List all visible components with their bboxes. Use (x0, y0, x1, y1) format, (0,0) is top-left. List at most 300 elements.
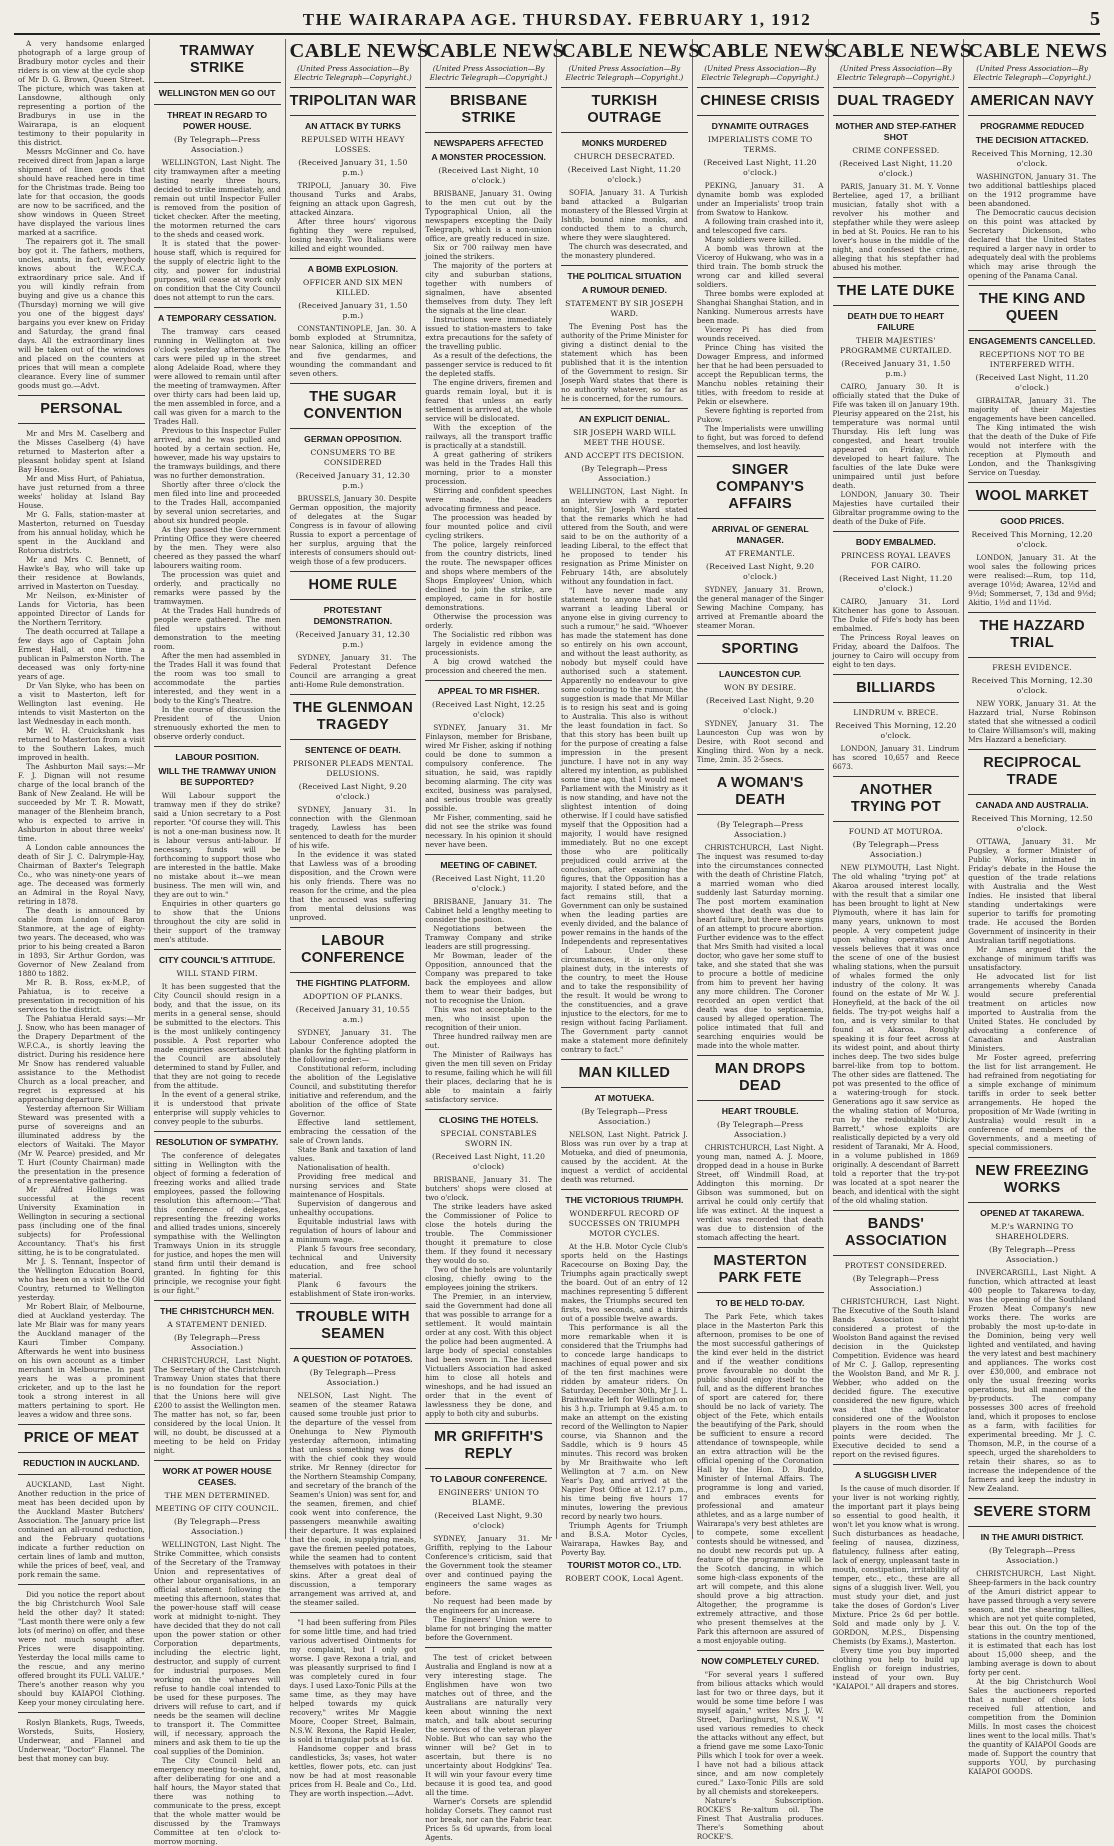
article-paragraph: Mr J. S. Tennant, Inspector of the Wellington Education Board, who has been on a visit to the Old Country, returned to Wellington yesterday. (18, 1257, 145, 1302)
divider (697, 1650, 824, 1651)
news-column (693, 39, 836, 1841)
article-paragraph: Severe fighting is reported from Pukow. (696, 406, 824, 424)
divider (425, 1468, 552, 1469)
subheadline: NOW COMPLETELY CURED. (701, 1656, 820, 1666)
article-paragraph: Nationalisation of health. (297, 1163, 391, 1172)
divider (561, 87, 688, 88)
divider (697, 1100, 824, 1101)
dateline: AND ACCEPT ITS DECISION. (564, 451, 685, 460)
dateline: LINDRUM v. BRECE. (853, 708, 939, 717)
divider (154, 307, 281, 308)
divider (561, 1189, 688, 1190)
article-paragraph: It has been suggested that the City Council should resign in a body, and that the issue, on its merits in a general sense, should be submitted to the electors. This is the most unlikely contingency possible. A Post reporter who made enquiries ascertained that the Council are absolutely determined to stand by Fuller, and that they are not going to recede from the attitude. (153, 982, 281, 1090)
article-paragraph: Mr Neilson, ex-Minister of Lands for Victoria, has been appointed Director of Lands for the Northern Territory. (18, 591, 145, 627)
subheadline: DEATH DUE TO HEART FAILURE (847, 311, 945, 332)
article-paragraph: The majority of the porters at city and suburban stations, together with numbers of signalmen, have absented themselves from duty. They left the signals at the line clear. (425, 261, 552, 315)
dateline: (Received January 31, 10.55 a.m.) (295, 1005, 410, 1024)
headline: MR GRIFFITH'S REPLY (434, 1429, 544, 1462)
news-column (829, 39, 972, 1691)
article-paragraph: TRIPOLI, January 30. Five thousand Turks and Arabs, feigning an attack upon Gagresh, attacked Ainzara. (289, 181, 417, 217)
article-paragraph: SYDNEY, January 31. Mr Finlayson, member for Brisbane, wired Mr Fisher, asking if nothing could be done to summon a compulsory conference. The situation, he said, was rapidly becoming alarming. The city was excited, business was paralysed, and serious trouble was greatly possible. (425, 723, 552, 813)
divider (697, 1292, 824, 1293)
dateline: (Received Last Night, 11.20 o'clock.) (975, 373, 1089, 392)
dateline: (By Telegraph—Press Association.) (988, 1546, 1076, 1565)
article-paragraph: Triumph Agents for Triumph and B.S.A. Motor Cycles, Wairarapa, Hawkes Bay, and Poverty Bay. (561, 1521, 688, 1557)
article-paragraph: Mr Ames argued that the exchange of minimum tariffs was unsatisfactory. (968, 945, 1096, 972)
article-paragraph: "I had been suffering from Piles for some little time, and had tried various advertised Ointments for my complaint, but I only got worse. I gave Rexona a trial, and was pleasantly surprised to find I was completely cured in four days. I used Laxo-Tonic Pills at the same time, as they may have helped towards my quick recovery," writes Mr Maggie Moore, Cooper Street, Balmain, N.S.W. Rexona, the Rapid Healer, is sold in triangular pots at 1s 6d. (289, 1618, 417, 1744)
subheadline: THE FIGHTING PLATFORM. (296, 978, 410, 988)
divider (561, 1087, 688, 1088)
divider (561, 265, 688, 266)
subheadline: THE CHRISTCHURCH MEN. (160, 1306, 275, 1316)
article-paragraph: CHRISTCHURCH, Last Night. A young man, named A. J. Moore, dropped dead in a house in Burke Street, off Windmill Road, at Addington this morning. Dr Gibson was summoned, but on arrival he could only certify that life was extinct. At the inquest a verdict was recorded that death was due to distension of the stomach affecting the heart. (696, 1143, 824, 1242)
article-paragraph: LONDON, January 30. Their Majesties have curtailed their Gibraltar programme owing to the death of the Duke of Fife. (832, 490, 960, 526)
article-paragraph: WELLINGTON, Last Night. The Strike Committee, which consists of the Secretary of the Tramway Union and representatives of other labour organisations, in an official statement following the meeting this afternoon, states that the power-house staff will cease work at midnight to-night. They have decided that they do not call upon the power station or other Corporation departments, including the electric light, destructor, and supply of current for industrial purposes. Men working on the wharves will refuse to handle coal intended to be used for these purposes. The drivers will refuse to cart, and if needs be the seamen will decline to transport it. The Committee will, if necessary, approach the miners and ask them to tie up the coal supplies of the Dominion. (153, 1540, 281, 1756)
article-paragraph: WELLINGTON, Last Night. The city tramwaymen after a meeting lasting nearly three hours, decided to strike immediately, and remain out until Inspector Fuller is removed from the position of ticket checker. After the meeting, the motormen returned the cars to the sheds and ceased work. (153, 158, 281, 239)
article-paragraph: The Socialistic red ribbon was largely in evidence among the processionists. (425, 630, 552, 657)
subheadline: A TEMPORARY CESSATION. (157, 313, 277, 323)
news-column (557, 39, 701, 1583)
dateline: (Received Last Night, 12.25 o'clock) (432, 700, 546, 719)
article-paragraph: No request had been made by the engineers for an increase. (425, 1597, 552, 1615)
article-paragraph: After three hours' vigorous fighting they were repulsed, losing heavily. Two Italians were killed and eight wounded. (289, 217, 417, 253)
article-paragraph: SOFIA, January 31. A Turkish band attacked a Bulgarian monastery of the Blessed Virgin at Ishtib, bound nine monks, and conducted them to a church, where they were slaughtered. (561, 188, 688, 242)
dateline: (By Telegraph—Press Association.) (852, 840, 940, 859)
divider (290, 115, 417, 116)
headline: TROUBLE WITH SEAMEN (296, 1309, 410, 1342)
article-paragraph: Handsome copper and brass candlesticks, 3s; vases, hot water kettles, flower pots, etc. can just now be had at most reasonable prices from H. Beale and Co., Ltd. They are worth inspection.—Advt. (289, 1744, 417, 1798)
article-paragraph: SYDNEY, January 31. Mr Griffith, replying to the Labour Conference's criticism, said that the Government took the steamer over and continued paying the engineers the same wages as before. (425, 1534, 552, 1597)
subheadline: PROTESTANT DEMONSTRATION. (313, 605, 393, 626)
dateline: CHURCH DESECRATED. (573, 152, 675, 161)
divider (697, 814, 824, 815)
divider (425, 1647, 552, 1648)
divider (561, 408, 688, 409)
article-paragraph: Mr R. B. Ross, ex-M.P., of Pahiatua, is to receive a presentation in recognition of his services to the district. (18, 978, 145, 1014)
dateline: PROTEST CONSIDERED. (844, 1261, 947, 1270)
article-paragraph: The Imperialists were unwilling to fight, but was forced to defend themselves, and lost heavily. (696, 424, 824, 451)
dateline: THE MEN DETERMINED. (164, 1491, 270, 1500)
divider (968, 285, 1096, 286)
headline: THE GLENMOAN TRAGEDY (292, 700, 413, 733)
article-paragraph: CHRISTCHURCH, Last Night. The Executive of the South Island Bands Association to-night considered a protest of the Woolston Band against the revised decision in the Quickstep Competition. Evidence was heard of Mr C. J. Gallop, representing the Woolston Band, and Mr R. J. Webber, who added on the decided figure. The executive considered the new figure, which was that the adjudicator considered one of the Woolston players in the room when the points were decided. The Executive decided to send a report on the revised figures. (832, 1297, 960, 1459)
divider (290, 927, 417, 928)
article-paragraph: SYDNEY, January 31. The Federal Protestant Defence Council are arranging a great anti-Home Rule demonstration. (289, 653, 417, 689)
article-paragraph: Supervision of dangerous and unhealthy occupations. (289, 1199, 417, 1217)
article-paragraph: AUCKLAND, Last Night. Another reduction in the price of meat has been decided upon by the Auckland Master Butchers' Association. The January price list contained an all-round reduction, and the February quotations indicate a further reduction on certain lines of lamb and mutton, while the prices of beef, veal, and pork remain the same. (18, 1480, 145, 1579)
article-paragraph: Plank 5 favours free secondary, technical and University education, and free school material. (289, 1244, 417, 1280)
dateline: ENGINEERS' UNION TO BLAME. (438, 1488, 540, 1507)
divider (290, 739, 417, 740)
headline: THE LATE DUKE (837, 283, 955, 299)
subheadline: ARRIVAL OF GENERAL MANAGER. (711, 524, 809, 545)
article-paragraph: Mr Bowman, leader of the Opposition, announced that the Company was prepared to take back the employees and allow them to wear their badges, but not to recognise the Union. (425, 951, 552, 1005)
article-paragraph: In the evidence it was stated that Lawless was of a brooding disposition, and the Crown were his only friends. There was no reason for the crime, and the plea that the accused was suffering from mental delusions was unproved. (289, 850, 417, 922)
dateline: Received This Morning, 12.20 o'clock. (835, 721, 957, 740)
dateline: AT FREMANTLE. (725, 549, 795, 558)
divider (154, 1460, 281, 1461)
divider (290, 972, 417, 973)
article-paragraph: The Pahiatua Herald says:—Mr J. Snow, who has been manager of the Drapery Department of the W.F.C.A., is shortly leaving the district. During his residence here Mr Snow has rendered valuable assistance to the Methodist Church as a local preacher, and regret is expressed at his approaching departure. (18, 1014, 145, 1104)
article-paragraph: Two of the hotels are voluntarily closing, chiefly owing to the employees joining the strikers. (425, 1265, 552, 1292)
dateline: ADOPTION OF PLANKS. (303, 992, 403, 1001)
subheadline: HEART TROUBLE. (721, 1106, 799, 1116)
subheadline: TOURIST MOTOR CO., LTD. (567, 1560, 682, 1570)
article-paragraph: After the men had assembled in the Trades Hall it was found that the room was too small to accommodate the parties interested, and they went in a body to the King's Theatre. (153, 651, 281, 705)
divider (833, 531, 960, 532)
subheadline: REDUCTION IN AUCKLAND. (23, 1458, 140, 1468)
newspaper-title: THE WAIRARAPA AGE. THURSDAY. FEBRUARY 1, 1912 (302, 10, 812, 29)
subheadline: A BOMB EXPLOSION. (307, 264, 399, 274)
dateline: (Received Last Night, 9.30 o'clock) (434, 1511, 543, 1530)
press-credit: (United Press Association—By Electric Telegraph—Copyright.) (294, 64, 412, 82)
article-paragraph: Every time you buy imported clothing you help to build up English or foreign industries, instead of your own. Buy "KAIAPOI." All drapers and stores. (832, 1646, 960, 1691)
article-paragraph: Mr and Miss Hurt, of Pahiatua, have just returned from a three weeks' holiday at Island Bay House. (18, 474, 145, 510)
dateline: (Received Last Night, 11.20 o'clock) (432, 1152, 546, 1171)
divider (290, 258, 417, 259)
headline: SPORTING (721, 641, 799, 657)
divider (697, 635, 824, 636)
dateline: (By Telegraph—Press Association.) (988, 1245, 1076, 1264)
headline: TRAMWAY STRIKE (179, 43, 255, 76)
divider (697, 769, 824, 770)
article-paragraph: Mr G. Falls, station-master at Masterton, returned on Tuesday from his annual holiday, which he spent in the Auckland and Rotorua districts. (18, 510, 145, 555)
article-paragraph: A very handsome enlarged photograph of a large group of Bradbury motor cycles and their riders is on view at the cycle shop of Mr D. G. Brown, Queen Street. The picture, which was taken at Lansdowne, although only representing a portion of the Bradburys in use in the Wairarapa, is an eloquent testimony to their popularity in this district. (18, 39, 145, 147)
divider (290, 694, 417, 695)
subheadline: THREAT IN REGARD TO POWER HOUSE. (167, 110, 268, 131)
dateline: (By Telegraph—Press Association.) (716, 820, 804, 839)
headline: AMERICAN NAVY (970, 93, 1095, 109)
headline: MAN KILLED (578, 1065, 671, 1081)
headline: SEVERE STORM (973, 1504, 1091, 1520)
article-paragraph: The death is announced by cable from London of Baron Stanmore, at the age of eighty-two years. The deceased, who was prior to his being created a Baron in 1893, Sir Arthur Gordon, was Governor of New Zealand from 1880 to 1882. (18, 906, 145, 978)
article-paragraph: WELLINGTON, Last Night. In an interview with a reporter tonight, Sir Joseph Ward stated that the remarks which he had uttered from the South, and were said to be on the authority of a leading Liberal, to the effect that he proposed to tender his resignation as Prime Minister on February 14th, are absolutely without any foundation in fact. (561, 487, 688, 586)
article-paragraph: At the H.B. Motor Cycle Club's sports held on the Hastings Racecourse on Boxing Day, the Triumphs again practically swept the board. Out of an entry of 12 machines representing 5 different makes, the Triumphs secured ten firsts, two seconds, and a thirds out of a possible twelve awards. (561, 1242, 688, 1323)
subheadline: ENGAGEMENTS CANCELLED. (968, 336, 1096, 346)
divider (697, 87, 824, 88)
divider (18, 395, 145, 396)
divider (425, 87, 552, 88)
divider (154, 746, 281, 747)
article-paragraph: Plank 6 favours the establishment of State iron-works. (289, 1280, 417, 1298)
article-paragraph: Instructions were immediately issued to station-masters to take extra precautions for the safety of the travelling public. (425, 315, 552, 351)
article-paragraph: At the big Christchurch Wool Sales the auctioneers reported that a number of choice lots received full attention, and competition from the Dominion Mills. In most cases the choicest lines went to the local mills. That's the quantity of KAIAPOI Goods are made of. Support the country that supports YOU, by purchasing KAIAPOI GOODS. (968, 1677, 1096, 1776)
press-credit: (United Press Association—By Electric Telegraph—Copyright.) (837, 64, 955, 82)
dateline: (By Telegraph—Press Association.) (309, 1368, 397, 1387)
dateline: (Received January 31, 1.50 p.m.) (298, 301, 408, 320)
article-paragraph: Otherwise the procession was orderly. (425, 612, 552, 630)
dateline: ROBERT COOK, Local Agent. (565, 1574, 684, 1583)
divider (290, 1348, 417, 1349)
article-paragraph: GIBRALTAR, January 31. The majority of their Majesties engagements have been cancelled. (968, 396, 1096, 423)
article-paragraph: The police, largely reinforced from the country districts, lined the route. The newspaper offices and shops where members of the Shops Employees' Union, which declined to join the strike, are employed, came in for hostile demonstrations. (425, 540, 552, 612)
divider (833, 1464, 960, 1465)
divider (290, 383, 417, 384)
dateline: A STATEMENT DENIED. (167, 1320, 267, 1329)
subheadline: IN THE AMURI DISTRICT. (980, 1532, 1084, 1542)
article-paragraph: Three hundred railway men are out. (425, 1032, 552, 1050)
divider (425, 132, 552, 133)
article-paragraph: The Princess Royal leaves on Friday, aboard the Dalfoos. The journey to Cairo will occupy from eight to ten days. (832, 633, 960, 669)
divider (290, 428, 417, 429)
dateline: (Received Last Night, 11.20 o'clock.) (839, 574, 953, 593)
article-paragraph: "I have never made any statement to anyone that would warrant a leading Liberal or anyone else in giving currency to such a rumour," he said. "Whoever has made the statement has done so entirely on his own account, and without the least authority, as nobody but myself could have authorised such a statement. Apparently no endeavour to give some colouring to the rumour, the suggestion is made that Mr Millar is to resign his seat and is going to Australia. This also is without the least foundation in fact. So that this story has been built up for the purpose of creating a false impression in the present juncture. I have not in any way altered my intention, as published some time ago, that I would meet Parliament with the Ministry as it is now standing, and have not the slightest intention of doing otherwise. If I could have satisfied myself that the Opposition had a majority, I would have resigned immediately. But no one except those who are politically prejudiced could arrive at the conclusion, after examining the figures, that the Opposition has a majority. I stated before, and the fact remains still, that a Government can only be sustained when the leading parties are evenly divided, and the balance of power remains in the hands of the Independents and representatives of Labour. Under these circumstances, it is only my plainest duty, in the interests of the country, to meet the House and to take the responsibility of the result. It would be wrong to the constituencies, and a grave injustice to the electors, for me to resign without facing Parliament. The Government party cannot make a statement more definitely contrary to fact." (561, 586, 688, 1054)
article-paragraph: Mr and Mrs C. Bennett, of Hawke's Bay, who will take up their residence at Bowlands, arrived in Masterton on Tuesday. (18, 555, 145, 591)
article-paragraph: In the event of a general strike, it is understood that private enterprise will supply vehicles to convey people to the suburbs. (153, 1090, 281, 1126)
article-paragraph: WASHINGTON, January 31. The two additional battleships placed on the 1912 programme have been abandoned. (968, 172, 1096, 208)
subheadline: SENTENCE OF DEATH. (304, 745, 401, 755)
divider (290, 599, 417, 600)
headline: MASTERTON PARK FETE (713, 1253, 807, 1286)
news-column (286, 39, 429, 1798)
article-paragraph: This performance is all the more remarkable when it is considered that the Triumphs had to concede large handicaps to machines of equal power and six of the ten first machines were ridden by amateur riders. On Saturday, December 30th, Mr J. L. Braithwaite left for Wellington on his 3 h.p. Triumph at 9.45 a.m. to make an attempt on the existing record of the Wellington to Napier course, via Shannon and the Saddle, which is 9 hours 45 minutes. This record was broken by Mr Braithwaite who left Wellington at 7 a.m. on New Year's Day, and arrived at the Napier Post Office at 12.17 p.m., his time being five hours 17 minutes, lowering the previous record by nearly two hours. (561, 1323, 688, 1521)
article-paragraph: Yesterday afternoon Sir William Steward was presented with a purse of sovereigns and an illuminated address by the electors of Waitaki. The Mayor (Mr W. Pearce) presided, and Mr T. Hurt (County Chairman) made the presentation in the presence of a representative gathering. (18, 1104, 145, 1185)
article-paragraph: The repairers got it. The small boy got it. The fathers, mothers, uncles, aunts, in fact, everybody knows about the W.F.C.A. extraordinary price sale. And if you will kindly refrain from buying and give us a chance this (Thursday) morning we will give you one of the biggest days' bargains you ever knew on Friday and Saturday, the grand final days. All the extraordinary lines will be taken out of the windows and placed on the counters at prices that will mean a complete clearance. Every line of summer goods must go.—Advt. (18, 237, 145, 390)
article-paragraph: The Engineers' Union were to blame for not bringing the matter before the Government. (425, 1615, 552, 1642)
headline: DUAL TRAGEDY (837, 93, 955, 109)
dateline: SIR JOSEPH WARD WILL MEET THE HOUSE. (573, 428, 676, 447)
divider (425, 1423, 552, 1424)
dateline: MEETING OF CITY COUNCIL. (155, 1504, 279, 1513)
article-paragraph: NEW PLYMOUTH, Last Night. The old whaling "trying pot" at Akaroa aroused interest locally, with the result that a similar one has been brought to light at New Plymouth, where it has lain for many years, unknown to most people. A very competent judge upon whaling operations and vessels believes that it was once the scene of one of the busiest whaling stations, when the pursuit of whales formed the only industry of the colony. It was found on the estate of Mr W. J. Honeyfield, at the back of the oil fields. The try-pot weighs half a ton, and is very similar to that found at Akaroa. Roughly speaking it is four feet across at its widest point, and about thirty inches deep. The two sides bulge barrel-like from top to bottom. The other sides are flattened. The pot was presented to the office of a watering-trough for stock. Generations ago it saw service as the whaling station of Moturoa, run by the redoubtable "Dicky Barrett," whose exploits are realistically depicted by a very old resident of Taranaki, Mr A. Hood, in a volume published in 1869 originally. A descendant of Barrett told a reporter that the try-pot was located at a spot nearer the beach, and identical with the sight of the old whaling station. (832, 863, 960, 1205)
subheadline: AN EXPLICIT DENIAL. (578, 414, 670, 424)
news-column (14, 39, 150, 1763)
article-paragraph: Will Labour support the tramway men if they do strike? said a Union secretary to a Post reporter. "Of course they will. This is not a one-man business now. It is labour versus anti-labour. If necessary, funds will be forthcoming to support those who are interested in the battle. Make no mistake about it—we mean business. The men will win, and they are out to win." (153, 791, 281, 899)
divider (697, 663, 824, 664)
subheadline: TO BE HELD TO-DAY. (715, 1298, 805, 1308)
divider (833, 702, 960, 703)
divider (154, 82, 281, 83)
dateline: PRINCESS ROYAL LEAVES FOR CAIRO. (840, 551, 951, 570)
article-paragraph: As a result of the defections, the passenger service is reduced to fit the depleted staffs. (425, 351, 552, 378)
masthead (14, 8, 1100, 35)
headline: SINGER COMPANY'S AFFAIRS (716, 462, 805, 512)
news-column (964, 39, 1108, 1776)
dateline: SPECIAL CONSTABLES SWORN IN. (440, 1129, 537, 1148)
article-paragraph: CAIRO, January 30. It is officially stated that the Duke of Fife was taken ill on January 19th. Pleurisy appeared on the 21st, his temperature was normal until Thursday. His left lung was congested, and heart trouble appeared on Friday, which developed to heart failure. The faculties of the late Duke were unimpaired until just before death. (832, 382, 960, 490)
headline: RECIPROCAL TRADE (983, 755, 1082, 788)
article-paragraph: BRISBANE, January 31. Owing to the men cut out by the Typographical Union, all the newspapers excepting the Daily Telegraph, which is a non-union office, are greatly reduced in size. (425, 189, 552, 243)
subheadline: THE POLITICAL SITUATION (567, 271, 682, 281)
article-paragraph: He advocated list for list arrangements whereby Canada would secure preferential treatment on articles now imported to Australia from the United States. He concluded by advocating a conference of Canadian and Australian Ministers. (968, 972, 1096, 1053)
article-paragraph: INVERCARGILL, Last Night. A function, which attracted at least 400 people to Takarewa to-day, was the opening of the Southland Frozen Meat Company's new works there. The works are probably the most up-to-date in the Dominion, being very well lighted and ventilated, and having the very latest and best machinery and appliances. The works cost over £30,000, and embrace not only the usual freezing works operations, but all manner of the by-products. The company possesses 300 acres of freehold land, which it proposes to enclose as a farm, with facilities for experimental breeding. Mr J. C. Thomson, M.P., in the course of a speech, urged the shareholders to retain their shares, so as to increase the independence of the farmers and keep the industry in New Zealand. (968, 1268, 1096, 1493)
column-banner: CABLE NEWS (425, 40, 565, 62)
dateline: (Received January 31, 12.30 p.m.) (295, 471, 410, 490)
divider (697, 1247, 824, 1248)
subheadline: LABOUR POSITION. (175, 752, 259, 762)
dateline: THEIR MAJESTIES' PROGRAMME CURTAILED. (840, 336, 952, 355)
subheadline: NEWSPAPERS AFFECTED (433, 138, 544, 148)
article-paragraph: Prince Ching has visited the Dowager Empress, and informed her that he had been persuaded to accept the Republican terms, the Manchu nobles retaining their titles, with freedom to reside at Pekin or elsewhere. (696, 343, 824, 406)
divider (290, 571, 417, 572)
dateline: (Received Last Night, 9.20 o'clock.) (298, 782, 407, 801)
article-paragraph: CAIRO, January 31. Lord Kitchener has gone to Assouan. The Duke of Fife's body has been embalmed. (832, 597, 960, 633)
article-paragraph: It is stated that the power-house staff, which is required for the supply of electric light to the city, and power for industrial purposes, will cease at work only on condition that the City Council does not attempt to run the cars. (153, 239, 281, 302)
dateline: IMPERIALISTS COME TO TERMS. (707, 135, 813, 154)
subheadline: MEETING OF CABINET. (440, 860, 537, 870)
article-paragraph: Roslyn Blankets, Rugs, Tweeds, Worsteds, Suits, Hosiery, Underwear, and Flannel and Underwear, "Doctor" Flannel. The best that money can buy. (18, 1718, 145, 1763)
article-paragraph: The Democratic caucus decision on this point was attacked by Secretary Dickenson, who declared that the United States required a larger navy in order to adequately deal with the problems which may arise through the opening of the Panama Canal. (968, 208, 1096, 280)
subheadline: A QUESTION OF POTATOES. (293, 1354, 413, 1364)
page-number: 5 (1090, 8, 1100, 30)
article-paragraph: CHRISTCHURCH, Last Night. The inquest was resumed to-day into the circumstances connected with the death of Christine Flatch, a married woman who died suddenly last Saturday morning. The post mortem examination showed that death was due to heart failure, but there were signs of an attempt to procure abortion. Further evidence was to the effect that Mrs Smith had visited a local doctor, who gave her some stuff to take, and she stated that she was to procure a bottle of medicine from him to prevent her having any more children. The Coroner recorded an open verdict that death was due to septicaemia, caused by alleged operation. The police intimated that full and searching enquiries would be made into the whole matter. (696, 843, 824, 1050)
article-paragraph: Mr Alfred Hollings was successful at the recent University Examination in Wellington in securing a sectional pass (including one of the final subjects) for Professional Accountancy. That's his first sitting, he is to be congratulated. (18, 1185, 145, 1257)
article-paragraph: The test of cricket between Australia and England is now at a very interesting stage. The Englishmen have won two matches out of three, and the Australians are naturally very keen about winning the next match, and talk about securing the services of the veteran player Noble. But who can say who the winner will be? Get in to ascertain, but there is no uncertainty about Hodgkins' Tea. It will win your favour every time because it is good tea, and good all the time. (425, 1653, 552, 1797)
subheadline: AT MOTUEKA. (594, 1093, 655, 1103)
headline: LABOUR CONFERENCE (301, 933, 405, 966)
headline: NEW FREEZING WORKS (975, 1163, 1089, 1196)
column-banner: CABLE NEWS (696, 40, 836, 62)
divider (833, 115, 960, 116)
headline: PRICE OF MEAT (23, 1430, 139, 1446)
article-paragraph: OTTAWA, January 31. Mr Pugsley, a former Minister of Public Works, intimated in Friday's debate in the House the question of the trade relations with Australia and the West Indies. He insisted that liberal standing undertakings were superior to tariffs for promoting trade. He accused the Borden Government of insincerity in their Australian tariff negotiations. (968, 837, 1096, 945)
article-paragraph: The engine drivers, firemen and guards remain loyal, but it is feared that unless an early settlement is arrived at, the whole service will be dislocated. (425, 378, 552, 423)
subheadline: WELLINGTON MEN GO OUT (158, 88, 276, 98)
divider (833, 1255, 960, 1256)
dateline: (By Telegraph—Press Association.) (173, 1333, 261, 1352)
divider (154, 104, 281, 105)
article-paragraph: The Premier, in an interview, said the Government had done all that was possible to arrange for a settlement. It would maintain order at any cost. With this object the police had been augmented. A large body of special constables had been sworn in. The licensed Victuallers Association had asked him to close all hotels and wineshops, and he had issued an order that in the event of lawlessness they be done, and apply to both city and suburbs. (425, 1292, 552, 1418)
dateline: (By Telegraph—Press Association.) (716, 1120, 804, 1139)
dateline: CRIME CONFESSED. (852, 146, 940, 155)
dateline: (Received Last Night, 9.20 o'clock.) (706, 696, 815, 715)
article-paragraph: CONSTANTINOPLE, Jan. 30. A bomb exploded at Strumnitza, near Salonica, killing an officer and five gendarmes, and wounding the commandant and seven others. (289, 324, 417, 378)
article-paragraph: A great gathering of strikers was held in the Trades Hall this morning, prior to a monster procession. (425, 450, 552, 486)
article-paragraph: SYDNEY, January 31. Brown, the general manager of the Singer Sewing Machine Company, has arrived at Fremantle aboard the steamer Moran. (696, 585, 824, 630)
divider (18, 1584, 145, 1585)
column-banner: CABLE NEWS (289, 40, 429, 62)
article-paragraph: The Park Fete, which takes place in the Masterton Park this afternoon, promises to be one of the most successful gatherings of the kind ever held in the district and if the weather conditions prove favourable no doubt the public should enjoy itself to the full, and as the different branches of sport are catered for, there should be no lack of variety. The object of the Fete, which entails the beautifying of the Park, should be sufficient to ensure a record attendance of townspeople, while an extra attraction will be the official opening of the Coronation Hall by the Hon. D. Buddo, Minister of Internal Affairs. The programme is long and varied, and embraces events for professional and amateur athletes, and as a large number of Wairarapa's very best athletes are to compete, some excellent contests should be witnessed, and no doubt new records put up. A feature of the programme will be the Scotch dancing, in which some high-class exponents of the art will compete, and this alone should prove a big attraction. Altogether, the programme is extremely attractive, and those who present themselves at the Park this afternoon are assured of a most enjoyable outing. (696, 1312, 824, 1645)
divider (968, 510, 1096, 511)
headline: HOME RULE (308, 577, 398, 593)
subheadline: OPENED AT TAKAREWA. (980, 1208, 1085, 1218)
article-paragraph: The procession was quiet and orderly, and practically no remarks were passed by the tramwaymen. (153, 570, 281, 606)
dateline: Received This Morning, 12.50 o'clock. (971, 814, 1093, 833)
divider (561, 132, 688, 133)
news-column (421, 39, 565, 1842)
headline: BILLIARDS (856, 680, 936, 696)
divider (968, 1498, 1096, 1499)
article-paragraph: Shortly after three o'clock the men filed into line and proceeded to the Trades Hall, accompanied by several union secretaries, and about six hundred people. (153, 480, 281, 525)
dateline: WILL STAND FIRM. (176, 969, 258, 978)
divider (697, 456, 824, 457)
divider (18, 1474, 145, 1475)
subheadline: WORK AT POWER HOUSE CEASES. (162, 1466, 272, 1487)
article-paragraph: The tramway cars ceased running in Wellington at two o'clock yesterday afternoon. The cars were piled up in the street along Adelaide Road, where they were allowed to remain until after the meeting of tramwaymen. After over thirty cars had been laid up, the men assembled in force, and a call was given for a march to the Trades Hall. (153, 327, 281, 426)
column-banner: CABLE NEWS (832, 40, 972, 62)
article-paragraph: SYDNEY, January 31. The Launceston Cup was won by Desire, with Root second and Kingling third. Won by a neck. Time, 2min. 35 2-5secs. (696, 719, 824, 764)
article-paragraph: The strike leaders have asked the Commissioner of Police to close the hotels during the trouble. The Commissioner thought it premature to close them. If they found it necessary they would do so. (425, 1202, 552, 1265)
article-paragraph: "For several years I suffered from bilious attacks which would last for two or three days, but it would be some time before I was myself again," writes Mrs J. W. Street, Darlinghurst, N.S.W. "I used various remedies to check the attacks without any effect, but a friend gave me some Laxo-Tonic Pills which I took for over a week. I have not had a bilious attack since, and am now completely cured." Laxo-Tonic Pills are sold by all chemists and storekeepers. (696, 1670, 824, 1796)
dateline: (By Telegraph—Press Association.) (173, 135, 261, 154)
dateline: M.P.'s WARNING TO SHAREHOLDERS. (990, 1222, 1074, 1241)
article-paragraph: Previous to this Inspector Fuller arrived, and he was pulled and hooted by a certain section. He, however, made his way upstairs to the tramways buildings, and there was no further demonstration. (153, 426, 281, 480)
subheadline: THE VICTORIOUS TRIUMPH. (565, 1195, 684, 1205)
subheadline: WILL THE TRAMWAY UNION BE SUPPORTED? (158, 766, 276, 787)
subheadline: A RUMOUR DENIED. (581, 285, 667, 295)
article-paragraph: Effective land settlement, embracing the cessation of the sale of Crown lands. (289, 1118, 417, 1145)
divider (968, 482, 1096, 483)
dateline: CONSUMERS TO BE CONSIDERED (310, 448, 396, 467)
article-paragraph: At the Trades Hall hundreds of people were gathered. The men filed upstairs without demonstration to the meeting room. (153, 606, 281, 651)
dateline: (Received Last Night, 11.20 o'clock.) (567, 165, 681, 184)
article-paragraph: Mr Fisher, commenting, said he did not see the strike was found necessary. In his opinion it should never have been. (425, 813, 552, 849)
article-paragraph: Is the cause of much disorder. If your liver is not working rightly, the important part it plays being so essential to good health, it won't let you know what is wrong. Such disturbances as headache, feeling of nausea, dizziness, flatulency, fullness after eating, lack of energy, unpleasant taste in mouth, constipation, irritability of temper, etc., etc., these are all signs of a sluggish liver. Well, you must study your diet, and just take the doses of Gordon's Liver Mixture. Price 2s 6d per bottle. Sold and made only by J. V. GORDON, M.P.S., Dispensing Chemists (by Exams.), Masterton. (832, 1484, 960, 1646)
dateline: (Received Last Night, 9.20 o'clock.) (706, 562, 815, 581)
article-paragraph: The conference of delegates sitting in Wellington with the object of forming a federation of freezing works and allied trade employees, passed the following resolution this afternoon:—"That this conference of delegates, representing the freezing works and allied trades unions, sincerely sympathise with the Wellington Tramways Union in its struggle for justice, and hopes the men will stand firm until their demand is granted. In fighting for this principle, we recognise your fight is our fight." (153, 1151, 281, 1295)
article-paragraph: Nature's Subscription. ROCKE'S Re-xaltum oil. The Finest That Australia produces. There's Something about ROCKE'S. (696, 1796, 824, 1841)
subheadline: A MONSTER PROCESSION. (431, 152, 546, 162)
article-paragraph: Three bombs were exploded at Shanghai Shanghai Station, and in Nanking. Numerous arrests have been made. (696, 289, 824, 325)
article-paragraph: A bomb was thrown at the Viceroy of Hukwang, who was in a third train. The bomb struck the wrong car and killed several soldiers. (696, 244, 824, 289)
article-paragraph: In the course of discussion the President of the Union strenuously exhorted the men to observe orderly conduct. (153, 705, 281, 741)
headline: WOOL MARKET (975, 488, 1089, 504)
headline: PERSONAL (40, 401, 123, 417)
divider (154, 1131, 281, 1132)
subheadline: RESOLUTION OF SYMPATHY. (155, 1137, 279, 1147)
dateline: PRISONER PLEADS MENTAL DELUSIONS. (292, 759, 413, 778)
dateline: (Received Last Night, 10 o'clock.) (438, 166, 539, 185)
article-paragraph: Mr Foster agreed, preferring the list for list arrangement. He had refrained from negotiating for a simple exchange of minimum tariffs in order to seek better arrangements. He hoped the proposition of Mr Wade (writing in Australia) would result in a conference of members of the Governments, and a meeting of special commissioners. (968, 1053, 1096, 1152)
divider (154, 949, 281, 950)
column-banner: CABLE NEWS (561, 40, 701, 62)
headline: TRIPOLITAN WAR (289, 93, 417, 109)
article-paragraph: As they passed the Government Printing Office they were cheered by the men. They were also cheered as they passed the wharf labourers waiting room. (153, 525, 281, 570)
divider (18, 1452, 145, 1453)
article-paragraph: Did you notice the report about the big Christchurch Wool Sale held the other day? It stated: "Last month there were only a few lots (of merino) on offer, and these were not much sought after. Prices were disappointing. Yesterday the local mills came to the rescue, and any merino offered brought its FULL VALUE." There's another reason why you should buy KAIAPOI Clothing. Keep your money circulating here. (18, 1590, 145, 1707)
dateline: (Received Last Night, 11.20 o'clock.) (432, 874, 546, 893)
subheadline: DYNAMITE OUTRAGES (711, 121, 809, 131)
divider (833, 277, 960, 278)
article-paragraph: Viceroy Pi has died from wounds received. (696, 325, 824, 343)
subheadline: AN ATTACK BY TURKS (305, 121, 401, 131)
article-paragraph: BRISBANE, January 31. The butchers' shops were closed at two o'clock. (425, 1175, 552, 1202)
article-paragraph: LONDON, January 31. Lindrum has scored 10,657 and Reece 6673. (832, 744, 960, 771)
dateline: Received This Morning, 12.30 o'clock. (971, 149, 1093, 168)
headline: BANDS' ASSOCIATION (844, 1216, 947, 1249)
divider (968, 657, 1096, 658)
article-paragraph: The King intimated the wish that the death of the Duke of Fife would not interfere with the reception at Plymouth and London, and the Thanksgiving Service on Tuesday. (968, 423, 1096, 477)
headline: MAN DROPS DEAD (714, 1061, 806, 1094)
article-paragraph: Dr Van Slyke, who has been on a visit to Masterton, left for Wellington last evening. He intends to visit Masterton on the last Wednesday in each month. (18, 681, 145, 726)
subheadline: CLOSING THE HOTELS. (438, 1115, 539, 1125)
article-paragraph: Constitutional reform, including the abolition of the Legislative Council, and substituting therefor initiative and referendum, and the abolition of the office of State Governor. (289, 1064, 417, 1118)
article-paragraph: NEW YORK, January 31. At the Hazzard trial, Nurse Robinson stated that she witnessed a codicil to Claire Williamson's will, making Mrs Hazzard a beneficiary. (968, 699, 1096, 744)
dateline: WON BY DESIRE. (723, 683, 797, 692)
divider (154, 1300, 281, 1301)
divider (425, 680, 552, 681)
press-credit: (United Press Association—By Electric Telegraph—Copyright.) (565, 64, 684, 82)
subheadline: BODY EMBALMED. (855, 537, 936, 547)
divider (425, 854, 552, 855)
divider (425, 1109, 552, 1110)
dateline: FOUND AT MOTUROA. (848, 827, 944, 836)
subheadline: GOOD PRICES. (1000, 516, 1064, 526)
article-paragraph: Many soldiers were killed. (704, 235, 802, 244)
subheadline: MONKS MURDERED (581, 138, 667, 148)
divider (968, 1526, 1096, 1527)
divider (18, 1712, 145, 1713)
dateline: (By Telegraph—Press Association.) (173, 1517, 261, 1536)
article-paragraph: Mr W. H. Cruickshank has returned to Masterton from a visit to the Southern Lakes, much improved in health. (18, 726, 145, 762)
article-paragraph: This was not acceptable to the men, who insist upon the recognition of their union. (425, 1005, 552, 1032)
article-paragraph: CHRISTCHURCH, Last Night. The Secretary of the Christchurch Tramway Union states that there is no foundation for the report that the Unions here will give £200 to assist the Wellington men. The matter has not, so far, been considered by the local Union. It will, no doubt, be discussed at a meeting to be held on Friday night. (153, 1356, 281, 1455)
press-credit: (United Press Association—By Electric Telegraph—Copyright.) (429, 64, 548, 82)
subheadline: LAUNCESTON CUP. (719, 669, 802, 679)
news-columns (14, 39, 1108, 1846)
dateline: (Received Last Night, 11.20 o'clock.) (839, 159, 953, 178)
divider (833, 776, 960, 777)
